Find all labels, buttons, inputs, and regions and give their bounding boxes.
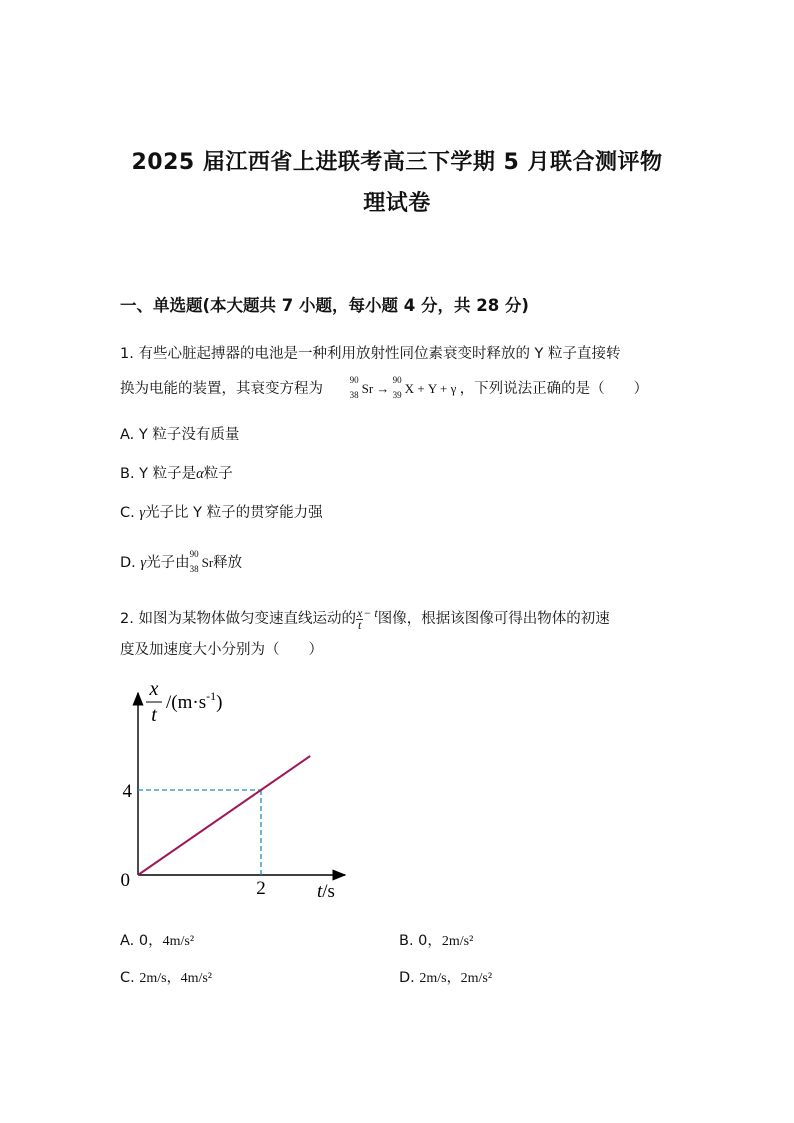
q1-line2 [120,377,648,398]
frac-den: t [357,617,362,632]
option-b-label: B. 0， [399,933,442,949]
ylabel-unit [166,689,222,713]
option-a-value: 4m/s² [162,934,195,949]
option-d-mid: 光子由 [146,555,190,571]
origin-label: 0 [120,870,130,891]
option-c-suffix: 光子比 Y 粒子的贯穿能力强 [145,505,323,521]
q2-option-b[interactable] [399,929,473,950]
section-heading: 一、单选题(本大题共 7 小题，每小题 4 分，共 28 分) [120,296,529,315]
sr-atomic-d: 38 [189,564,199,574]
q1-line2-suffix: ，下列说法正确的是（ ） [459,381,649,397]
option-d-suffix: 释放 [213,555,243,571]
frac-num: x [356,605,363,620]
xlabel-unit: /s [322,881,335,902]
q1-option-a[interactable]: A. Y 粒子没有质量 [120,427,240,443]
ylabel-numerator: x [149,678,159,700]
x-atomic: 39 [392,390,402,400]
x-symbol: X [404,381,415,396]
q1-option-c[interactable] [120,501,323,522]
option-b-suffix: 粒子 [203,466,233,482]
sr-nuclide [349,375,374,400]
gamma-symbol: γ [140,555,147,571]
equation-rest: + Y + γ [417,381,457,396]
q1-line2-prefix: 换为电能的装置，其衰变方程为 [120,381,323,397]
option-a-label: A. 0， [120,933,163,949]
x-mass: 90 [392,375,402,385]
xlabel [317,881,335,902]
x-nuclide [392,375,415,400]
q1-line1: 1. 有些心脏起搏器的电池是一种利用放射性同位素衰变时释放的 Y 粒子直接转 [120,346,621,362]
q2-line1-prefix: 2. 如图为某物体做匀变速直线运动的 [120,611,356,627]
option-d-label: D. [399,970,420,986]
sr-symbol: Sr [361,381,374,396]
option-d-prefix: D. [120,555,141,571]
x-tick-label: 2 [256,878,266,899]
decay-equation [349,375,460,400]
xt-t-graph [110,675,360,910]
option-c-prefix: C. [120,505,140,521]
option-c-label: C. [120,970,140,986]
option-c-value: 2m/s，4m/s² [139,971,212,986]
series-line [138,756,310,875]
alpha-symbol: α [196,466,204,482]
y-tick-label: 4 [122,781,132,802]
sr-nuclide-d [189,549,214,574]
sr-mass-d: 90 [189,549,199,559]
q2-option-a[interactable] [120,929,194,950]
ylabel-unit-text: /(m·s [166,692,207,713]
option-d-value: 2m/s，2m/s² [419,971,493,986]
q2-line2: 度及加速度大小分别为（ ） [120,642,323,658]
sr-mass: 90 [349,375,359,385]
q2-line1 [120,606,610,631]
ylabel-exponent: -1 [206,689,217,703]
decay-arrow: → [376,381,390,396]
q1-option-d[interactable] [120,551,242,572]
option-b-prefix: B. Y 粒子是 [120,466,197,482]
frac-tail: − t [363,606,378,620]
q1-option-b[interactable] [120,462,233,483]
sr-atomic: 38 [349,390,359,400]
xlabel-var: t [317,881,323,902]
sr-symbol-d: Sr [201,555,214,570]
q2-line1-suffix: 图像，根据该图像可得出物体的初速 [377,611,610,627]
ylabel-close: ) [216,692,223,713]
gamma-symbol: γ [139,505,146,521]
q2-option-c[interactable] [120,967,212,987]
page-title-line2: 理试卷 [363,191,431,216]
option-b-value: 2m/s² [441,934,474,949]
ylabel-denominator: t [151,704,157,726]
page-title-line1: 2025 届江西省上进联考高三下学期 5 月联合测评物 [131,150,663,175]
q2-option-d[interactable] [399,967,492,987]
